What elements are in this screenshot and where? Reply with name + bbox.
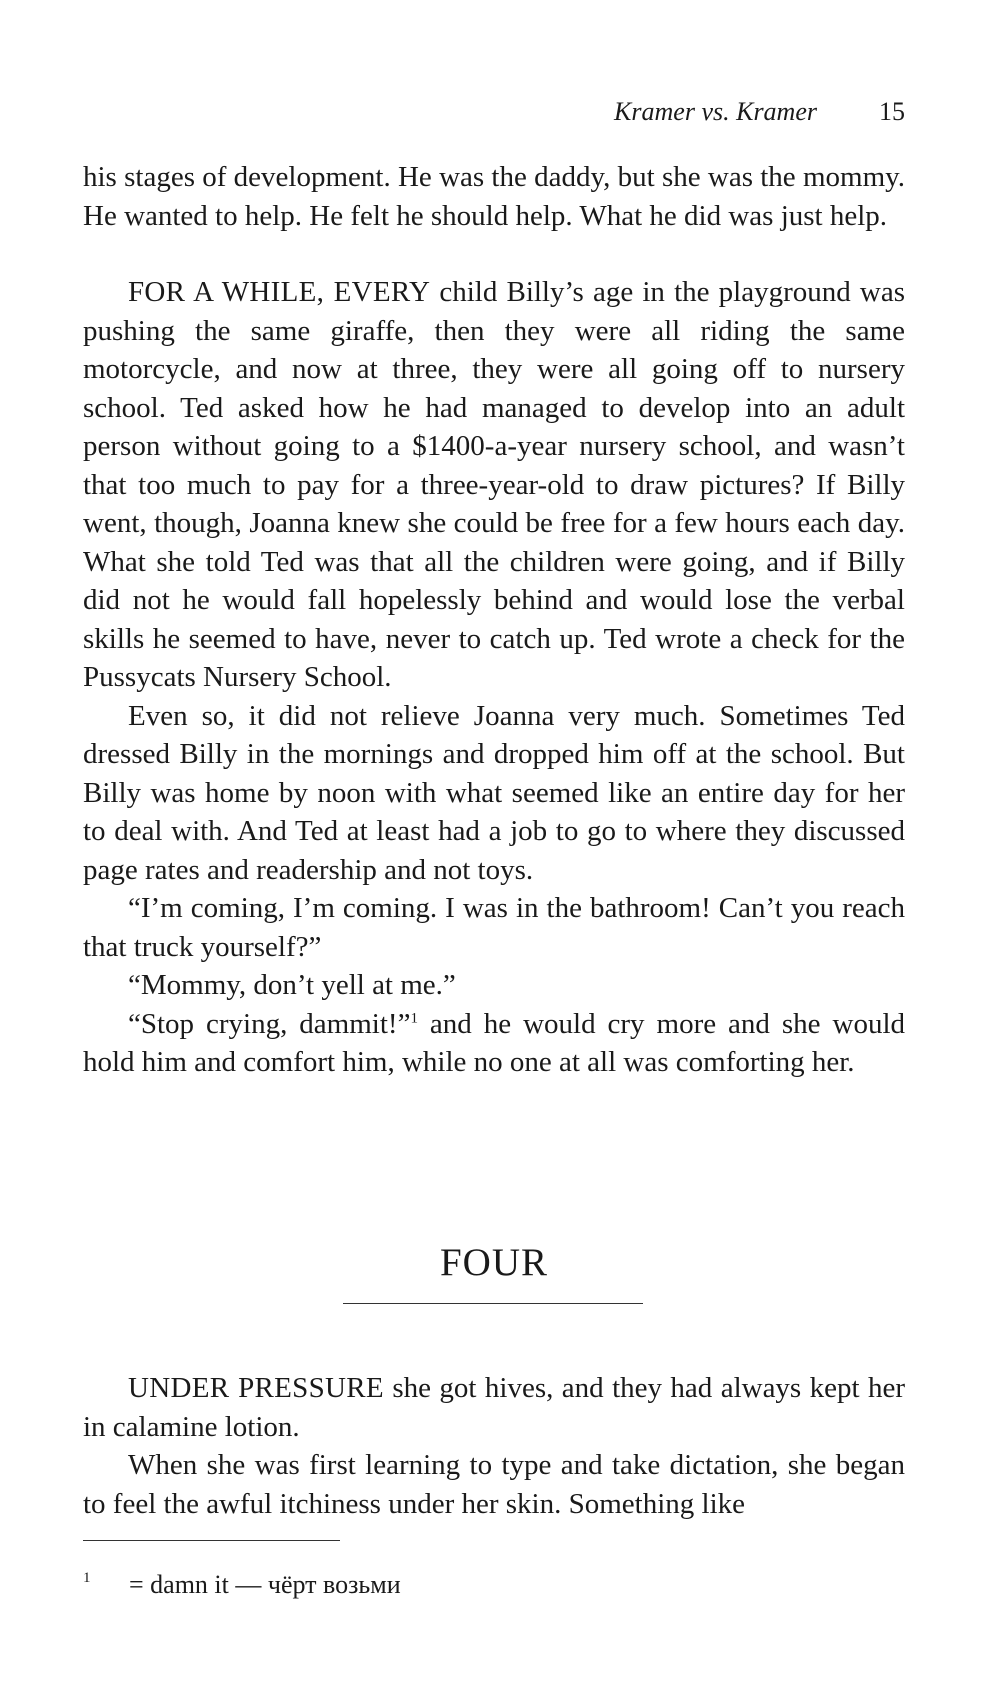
body-text-bottom bbox=[83, 1369, 905, 1523]
paragraph-text: child Billy’s age in the playground was pushing the same giraffe, then they were all riding the same motorcycle, and now at three, they were all going off to nursery school. Ted asked how he had managed to develop into an adult person without going to a $1400-a-year nursery school, and wasn’t that too much to pay for a three-year-old to draw pictures? If Billy went, though, Joanna knew she could be free for a few hours each day. What she told Ted was that all the children were going, and if Billy did not he would fall hopelessly behind and would lose the verbal skills he seemed to have, never to catch up. Ted wrote a check for the Pussycats Nursery School. bbox=[83, 276, 905, 693]
dialogue-line: “Mommy, don’t yell at me.” bbox=[128, 969, 456, 1001]
paragraph: his stages of development. He was the daddy, but she was the mommy. He wanted to help. He felt he should help. What he did was just help. bbox=[83, 161, 905, 232]
footnote-divider bbox=[83, 1540, 340, 1541]
chapter-divider bbox=[343, 1303, 643, 1304]
footnote-mark: 1 bbox=[83, 1570, 91, 1586]
dialogue-text: “Stop crying, dammit!” bbox=[128, 1007, 411, 1040]
dialogue-text: and he would cry more and she would hold him and comfort him, while no one at all was comforting her. bbox=[83, 1007, 906, 1078]
paragraph bbox=[83, 1369, 905, 1446]
running-title: Kramer vs. Kramer bbox=[614, 97, 817, 126]
small-caps-opening: FOR A WHILE, EVERY bbox=[128, 276, 431, 308]
paragraph: Even so, it did not relieve Joanna very much. Sometimes Ted dressed Billy in the mornings and dropped him off at the school. But Billy was home by noon with what seemed like an entire day for her to deal with. And Ted at least had a job to go to where they discussed page rates and readership and not toys. bbox=[83, 699, 905, 886]
footnote-text: = damn it — чёрт возьми bbox=[129, 1570, 401, 1599]
dialogue-line: “I’m coming, I’m coming. I was in the bathroom! Can’t you reach that truck yourself?” bbox=[83, 892, 905, 963]
chapter-title: FOUR bbox=[439, 1241, 549, 1284]
page-number: 15 bbox=[879, 97, 905, 126]
dialogue-line bbox=[83, 1005, 905, 1082]
small-caps-opening: UNDER PRESSURE bbox=[128, 1372, 384, 1404]
footnote-reference: 1 bbox=[410, 1009, 418, 1026]
running-header bbox=[83, 93, 905, 133]
paragraph bbox=[83, 273, 905, 697]
paragraph-text: she got hives, and they had always kept her in calamine lotion. bbox=[83, 1372, 906, 1443]
body-text-top bbox=[83, 158, 905, 1082]
paragraph: When she was first learning to type and take dictation, she began to feel the awful itchiness under her skin. Something like bbox=[83, 1449, 905, 1520]
